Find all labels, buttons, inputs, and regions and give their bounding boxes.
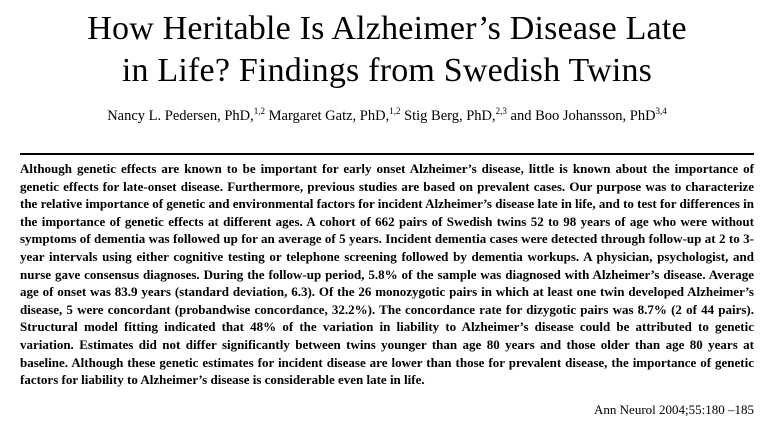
author-affiliation: 2,3 (495, 106, 507, 116)
abstract-divider (20, 153, 754, 155)
author-affiliation: 1,2 (253, 106, 266, 116)
paper-title-line-2: in Life? Findings from Swedish Twins (121, 52, 653, 89)
author-list (0, 106, 774, 126)
paper-title-line-1: How Heritable Is Alzheimer’s Disease Late (87, 10, 687, 47)
author-affiliation: 1,2 (389, 106, 401, 116)
author-name: Margaret Gatz, PhD, (268, 108, 390, 124)
author-name: Stig Berg, PhD, (404, 108, 496, 124)
author-affiliation: 3,4 (655, 106, 667, 116)
abstract-text: Although genetic effects are known to be important for early onset Alzheimer’s disease, little is known about the importance of genetic effects for late-onset disease. Furthermore, previous studies are based on prevalent cases. Our purpose was to characterize the relative importance of genetic and environmental factors for incident Alzheimer’s disease late in life, and to test for differences in the importance of genetic effects at different ages. A cohort of 662 pairs of Swedish twins 52 to 98 years of age who were without symptoms of dementia was followed up for an average of 5 years. Incident dementia cases were detected through follow-up at 2 to 3-year intervals using either cognitive testing or telephone screening followed by dementia workups. A physician, psychologist, and nurse gave consensus diagnoses. During the follow-up period, 5.8% of the sample was diagnosed with Alzheimer’s disease. Average age of onset was 83.9 years (standard deviation, 6.3). Of the 26 monozygotic pairs in which at least one twin developed Alzheimer’s disease, 5 were concordant (probandwise concordance, 32.2%). The concordance rate for dizygotic pairs was 8.7% (2 of 44 pairs). Structural model fitting indicated that 48% of the variation in liability to Alzheimer’s disease could be attributed to genetic variation. Estimates did not differ significantly between twins younger than age 80 years and those older than age 80 years at baseline. Although these genetic estimates for incident disease are lower than those for prevalent disease, the importance of genetic factors for liability to Alzheimer’s disease is considerable even late in life. (20, 161, 755, 388)
author-name: Nancy L. Pedersen, PhD, (107, 108, 254, 124)
paper-title (0, 8, 774, 92)
author-name: and Boo Johansson, PhD (510, 108, 656, 124)
journal-citation: Ann Neurol 2004;55:180 –185 (594, 402, 754, 417)
